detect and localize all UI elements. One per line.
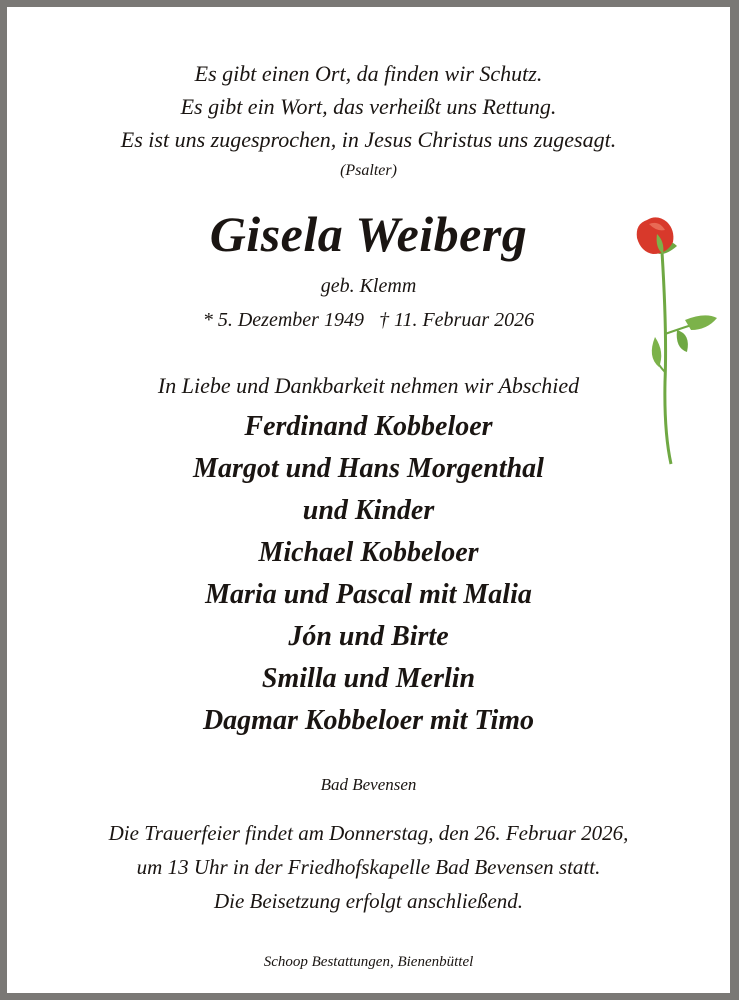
- mourner: Margot und Hans Morgenthal: [193, 453, 544, 484]
- maiden-name: geb. Klemm: [320, 275, 417, 297]
- undertaker: Schoop Bestattungen, Bienenbüttel: [263, 954, 474, 970]
- deceased-name: Gisela Weiberg: [209, 206, 528, 262]
- funeral-line: Die Beisetzung erfolgt anschließend.: [213, 889, 524, 913]
- mourner: Jón und Birte: [288, 621, 449, 652]
- quote-source: (Psalter): [340, 162, 397, 179]
- mourner: und Kinder: [302, 495, 435, 526]
- quote-line: Es gibt ein Wort, das verheißt uns Rettung.: [180, 94, 557, 119]
- mourner: Ferdinand Kobbeloer: [244, 411, 493, 442]
- mourner: Michael Kobbeloer: [258, 537, 479, 568]
- mourner: Dagmar Kobbeloer mit Timo: [202, 705, 535, 736]
- quote-line: Es gibt einen Ort, da finden wir Schutz.: [194, 61, 543, 86]
- place: Bad Bevensen: [320, 775, 417, 794]
- mourner: Maria und Pascal mit Malia: [205, 579, 532, 610]
- quote-line: Es ist uns zugesprochen, in Jesus Christus uns zugesagt.: [120, 127, 617, 152]
- obituary-notice: [7, 7, 730, 993]
- farewell-text: In Liebe und Dankbarkeit nehmen wir Abschied: [157, 373, 580, 398]
- funeral-line: Die Trauerfeier findet am Donnerstag, den 26. Februar 2026,: [108, 821, 629, 845]
- mourner: Smilla und Merlin: [261, 663, 476, 694]
- life-dates: * 5. Dezember 1949 † 11. Februar 2026: [202, 309, 535, 331]
- rose-icon: [615, 212, 725, 472]
- funeral-line: um 13 Uhr in der Friedhofskapelle Bad Bevensen statt.: [136, 855, 601, 879]
